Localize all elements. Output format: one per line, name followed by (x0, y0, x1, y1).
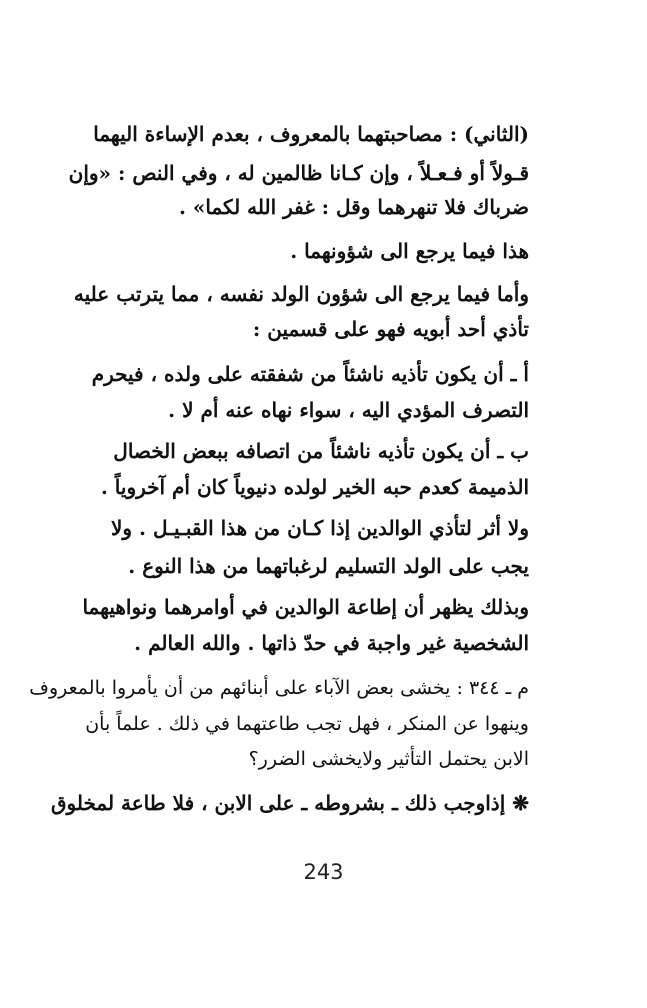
text-line-14: الشخصية غير واجبة في حدّ ذاتها . والله العالم . (134, 631, 529, 655)
text-line-9: ب ـ أن يكون تأذيه ناشئاً من اتصافه ببعض الخصال (113, 439, 529, 463)
question-line-3: الابن يحتمل التأثير ولايخشى الضرر؟ (248, 748, 529, 770)
text-line-13: وبذلك يظهر أن إطاعة الوالدين في أوامرهما ونواهيهما (82, 595, 529, 619)
page-number: 243 (303, 860, 344, 884)
text-line-8: التصرف المؤدي اليه ، سواء نهاه عنه أم لا . (168, 398, 529, 422)
text-line-12: يجب على الولد التسليم لرغباتهما من هذا النوع . (128, 554, 529, 578)
text-line-10: الذميمة كعدم حبه الخير لولده دنيوياً كان أم آخروياً . (100, 475, 529, 499)
text-line-2: قـولاً أو فـعـلاً ، وإن كـانا ظالمين له ، وفي النص : «وإن (68, 161, 529, 185)
text-line-5: وأما فيما يرجع الى شؤون الولد نفسه ، مما يترتب عليه (73, 282, 529, 306)
text-line-7: أ ـ أن يكون تأذيه ناشئاً من شفقته على ولده ، فيحرم (91, 362, 529, 386)
answer-line-1: ❋ إذاوجب ذلك ـ بشروطه ـ على الابن ، فلا طاعة لمخلوق (51, 791, 529, 815)
text-line-3: ضرباك فلا تنهرهما وقل : غفر الله لكما» . (178, 195, 529, 219)
question-line-1: م ـ ٣٤٤ : يخشى بعض الآباء على أبنائهم من أن يأمروا بالمعروف (29, 677, 529, 699)
text-line-6: تأذي أحد أبويه فهو على قسمين : (252, 317, 529, 341)
text-line-1: (الثاني) : مصاحبتهما بالمعروف ، بعدم الإساءة اليهما (93, 122, 529, 146)
text-line-11: ولا أثر لتأذي الوالدين إذا كـان من هذا القبـيـل . ولا (110, 516, 529, 540)
text-line-4: هذا فيما يرجع الى شؤونهما . (290, 239, 529, 263)
question-line-2: وينهوا عن المنكر ، فهل تجب طاعتهما في ذلك . علماً بأن (85, 713, 529, 735)
